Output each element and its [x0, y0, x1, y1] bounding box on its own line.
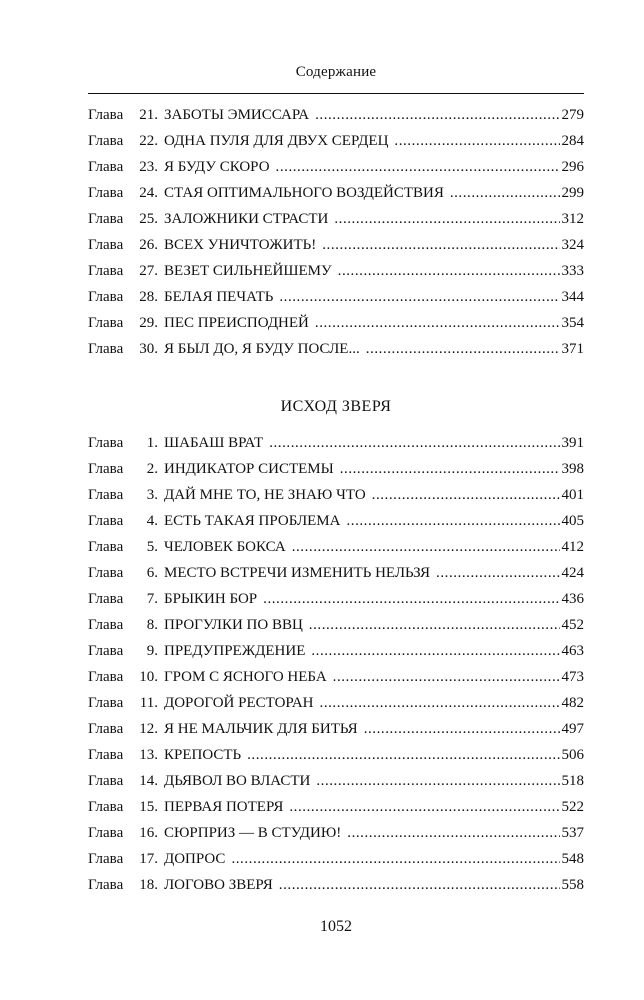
- chapter-page: 405: [561, 513, 584, 529]
- chapter-number-dot: .: [154, 565, 158, 581]
- chapter-word: Глава: [88, 341, 124, 357]
- chapter-title: ШАБАШ ВРАТ: [163, 435, 264, 451]
- chapter-number-dot: .: [154, 133, 158, 149]
- chapter-title: ПЕРВАЯ ПОТЕРЯ: [163, 799, 284, 815]
- dot-leader: [279, 872, 560, 898]
- chapter-title: ВЕЗЕТ СИЛЬНЕЙШЕМУ: [163, 263, 332, 279]
- dot-leader: [315, 310, 560, 336]
- chapter-number: 3: [146, 487, 155, 503]
- toc-list-part-1: [88, 102, 584, 362]
- dot-leader: [292, 534, 560, 560]
- chapter-page: 299: [561, 185, 584, 201]
- chapter-number-dot: .: [154, 107, 158, 123]
- chapter-page: 344: [561, 289, 584, 305]
- toc-entry[interactable]: [88, 154, 584, 180]
- chapter-number-dot: .: [154, 341, 158, 357]
- chapter-title: ЗАЛОЖНИКИ СТРАСТИ: [163, 211, 329, 227]
- chapter-number: 24: [139, 185, 155, 201]
- chapter-number: 11: [139, 695, 155, 711]
- toc-entry[interactable]: [88, 430, 584, 456]
- chapter-word: Глава: [88, 643, 124, 659]
- toc-entry[interactable]: [88, 508, 584, 534]
- chapter-number-dot: .: [154, 877, 158, 893]
- chapter-number: 2: [146, 461, 155, 477]
- chapter-number-dot: .: [154, 461, 158, 477]
- dot-leader: [346, 508, 559, 534]
- chapter-title: СЮРПРИЗ — В СТУДИЮ!: [163, 825, 342, 841]
- dot-leader: [394, 128, 559, 154]
- dot-leader: [309, 612, 560, 638]
- chapter-title: Я БУДУ СКОРО: [163, 159, 270, 175]
- dot-leader: [322, 232, 559, 258]
- chapter-title: ЧЕЛОВЕК БОКСА: [163, 539, 286, 555]
- toc-entry[interactable]: [88, 794, 584, 820]
- chapter-word: Глава: [88, 263, 124, 279]
- chapter-number: 8: [146, 617, 155, 633]
- chapter-title: ОДНА ПУЛЯ ДЛЯ ДВУХ СЕРДЕЦ: [163, 133, 389, 149]
- dot-leader: [263, 586, 559, 612]
- chapter-page: 482: [561, 695, 584, 711]
- toc-entry[interactable]: [88, 102, 584, 128]
- dot-leader: [269, 430, 559, 456]
- running-head: Содержание: [295, 64, 377, 80]
- chapter-number-dot: .: [154, 617, 158, 633]
- dot-leader: [334, 206, 559, 232]
- toc-entry[interactable]: [88, 820, 584, 846]
- chapter-word: Глава: [88, 185, 124, 201]
- dot-leader: [289, 794, 559, 820]
- chapter-number-dot: .: [154, 315, 158, 331]
- dot-leader: [450, 180, 560, 206]
- chapter-word: Глава: [88, 851, 124, 867]
- chapter-title: ЗАБОТЫ ЭМИССАРА: [163, 107, 310, 123]
- chapter-page: 371: [561, 341, 584, 357]
- chapter-page: 391: [561, 435, 584, 451]
- chapter-page: 296: [561, 159, 584, 175]
- chapter-number: 7: [146, 591, 155, 607]
- dot-leader: [320, 690, 560, 716]
- chapter-word: Глава: [88, 435, 124, 451]
- dot-leader: [364, 716, 560, 742]
- chapter-page: 436: [561, 591, 584, 607]
- chapter-word: Глава: [88, 315, 124, 331]
- chapter-number-dot: .: [154, 669, 158, 685]
- chapter-title: ГРОМ С ЯСНОГО НЕБА: [163, 669, 327, 685]
- chapter-number-dot: .: [154, 237, 158, 253]
- toc-entry[interactable]: [88, 586, 584, 612]
- chapter-number-dot: .: [154, 591, 158, 607]
- dot-leader: [247, 742, 559, 768]
- chapter-page: 522: [561, 799, 584, 815]
- chapter-page: 518: [561, 773, 584, 789]
- chapter-title: МЕСТО ВСТРЕЧИ ИЗМЕНИТЬ НЕЛЬЗЯ: [163, 565, 431, 581]
- page-number: 1052: [320, 918, 352, 935]
- chapter-word: Глава: [88, 539, 124, 555]
- chapter-title: ПРОГУЛКИ ПО ВВЦ: [163, 617, 303, 633]
- chapter-page: 537: [561, 825, 584, 841]
- chapter-title: ЛОГОВО ЗВЕРЯ: [163, 877, 273, 893]
- chapter-word: Глава: [88, 461, 124, 477]
- chapter-word: Глава: [88, 721, 124, 737]
- chapter-number: 10: [139, 669, 155, 685]
- chapter-number: 15: [139, 799, 155, 815]
- chapter-page: 324: [561, 237, 584, 253]
- chapter-word: Глава: [88, 565, 124, 581]
- chapter-word: Глава: [88, 669, 124, 685]
- chapter-number: 22: [139, 133, 155, 149]
- chapter-number: 1: [146, 435, 155, 451]
- dot-leader: [276, 154, 560, 180]
- dot-leader: [366, 336, 560, 362]
- chapter-page: 497: [561, 721, 584, 737]
- toc-entry[interactable]: [88, 638, 584, 664]
- chapter-word: Глава: [88, 773, 124, 789]
- chapter-number-dot: .: [154, 185, 158, 201]
- chapter-word: Глава: [88, 877, 124, 893]
- chapter-number-dot: .: [154, 211, 158, 227]
- chapter-page: 463: [561, 643, 584, 659]
- dot-leader: [347, 820, 559, 846]
- toc-entry[interactable]: [88, 284, 584, 310]
- chapter-page: 412: [561, 539, 584, 555]
- chapter-number-dot: .: [154, 159, 158, 175]
- chapter-number-dot: .: [154, 773, 158, 789]
- chapter-word: Глава: [88, 159, 124, 175]
- chapter-number: 9: [146, 643, 155, 659]
- chapter-number-dot: .: [154, 263, 158, 279]
- chapter-title: КРЕПОСТЬ: [163, 747, 242, 763]
- chapter-page: 401: [561, 487, 584, 503]
- toc-entry[interactable]: [88, 180, 584, 206]
- chapter-number: 18: [139, 877, 155, 893]
- header-rule: [88, 93, 584, 94]
- toc-entry[interactable]: [88, 716, 584, 742]
- chapter-number-dot: .: [154, 643, 158, 659]
- toc-entry[interactable]: [88, 664, 584, 690]
- chapter-title: ДЬЯВОЛ ВО ВЛАСТИ: [163, 773, 311, 789]
- chapter-title: ВСЕХ УНИЧТОЖИТЬ!: [163, 237, 317, 253]
- toc-entry[interactable]: [88, 612, 584, 638]
- chapter-number: 16: [139, 825, 155, 841]
- chapter-number: 29: [139, 315, 155, 331]
- chapter-word: Глава: [88, 211, 124, 227]
- chapter-number-dot: .: [154, 487, 158, 503]
- chapter-number: 21: [139, 107, 155, 123]
- chapter-page: 506: [561, 747, 584, 763]
- chapter-number-dot: .: [154, 289, 158, 305]
- chapter-number-dot: .: [154, 513, 158, 529]
- chapter-number-dot: .: [154, 435, 158, 451]
- toc-entry[interactable]: [88, 846, 584, 872]
- chapter-number: 17: [139, 851, 155, 867]
- chapter-page: 473: [561, 669, 584, 685]
- chapter-word: Глава: [88, 107, 124, 123]
- toc-entry[interactable]: [88, 742, 584, 768]
- chapter-word: Глава: [88, 487, 124, 503]
- chapter-number: 30: [139, 341, 155, 357]
- chapter-number: 13: [139, 747, 155, 763]
- dot-leader: [340, 456, 560, 482]
- chapter-word: Глава: [88, 513, 124, 529]
- chapter-word: Глава: [88, 747, 124, 763]
- dot-leader: [231, 846, 559, 872]
- toc-entry[interactable]: [88, 310, 584, 336]
- chapter-number-dot: .: [154, 851, 158, 867]
- chapter-title: ДОПРОС: [163, 851, 226, 867]
- chapter-number-dot: .: [154, 747, 158, 763]
- chapter-title: СТАЯ ОПТИМАЛЬНОГО ВОЗДЕЙСТВИЯ: [163, 185, 444, 201]
- dot-leader: [333, 664, 560, 690]
- chapter-page: 548: [561, 851, 584, 867]
- toc-list-part-2: [88, 430, 584, 898]
- chapter-word: Глава: [88, 825, 124, 841]
- chapter-word: Глава: [88, 617, 124, 633]
- chapter-page: 424: [561, 565, 584, 581]
- toc-entry[interactable]: [88, 258, 584, 284]
- chapter-title: БРЫКИН БОР: [163, 591, 258, 607]
- toc-entry[interactable]: [88, 232, 584, 258]
- chapter-word: Глава: [88, 695, 124, 711]
- chapter-number: 5: [146, 539, 155, 555]
- chapter-page: 284: [561, 133, 584, 149]
- chapter-number-dot: .: [154, 721, 158, 737]
- chapter-page: 333: [561, 263, 584, 279]
- toc-entry[interactable]: [88, 534, 584, 560]
- chapter-word: Глава: [88, 591, 124, 607]
- chapter-number-dot: .: [154, 799, 158, 815]
- section-title: ИСХОД ЗВЕРЯ: [280, 398, 392, 415]
- chapter-number-dot: .: [154, 539, 158, 555]
- chapter-word: Глава: [88, 237, 124, 253]
- toc-entry[interactable]: [88, 560, 584, 586]
- chapter-title: Я БЫЛ ДО, Я БУДУ ПОСЛЕ...: [163, 341, 360, 357]
- toc-entry[interactable]: [88, 206, 584, 232]
- dot-leader: [311, 638, 559, 664]
- chapter-word: Глава: [88, 133, 124, 149]
- chapter-word: Глава: [88, 799, 124, 815]
- toc-entry[interactable]: [88, 456, 584, 482]
- toc-entry[interactable]: [88, 128, 584, 154]
- chapter-number: 6: [146, 565, 155, 581]
- chapter-title: БЕЛАЯ ПЕЧАТЬ: [163, 289, 274, 305]
- toc-entry[interactable]: [88, 482, 584, 508]
- chapter-number-dot: .: [154, 825, 158, 841]
- dot-leader: [338, 258, 560, 284]
- chapter-title: ПЕС ПРЕИСПОДНЕЙ: [163, 315, 309, 331]
- chapter-title: ДАЙ МНЕ ТО, НЕ ЗНАЮ ЧТО: [163, 487, 366, 503]
- chapter-number: 4: [146, 513, 155, 529]
- chapter-page: 354: [561, 315, 584, 331]
- chapter-title: ДОРОГОЙ РЕСТОРАН: [163, 695, 314, 711]
- chapter-number-dot: .: [154, 695, 158, 711]
- chapter-number: 26: [139, 237, 155, 253]
- chapter-word: Глава: [88, 289, 124, 305]
- toc-entry[interactable]: [88, 872, 584, 898]
- toc-entry[interactable]: [88, 336, 584, 362]
- chapter-page: 279: [561, 107, 584, 123]
- dot-leader: [316, 768, 559, 794]
- dot-leader: [372, 482, 560, 508]
- chapter-page: 558: [561, 877, 584, 893]
- dot-leader: [279, 284, 559, 310]
- chapter-number: 27: [139, 263, 155, 279]
- chapter-title: ИНДИКАТОР СИСТЕМЫ: [163, 461, 334, 477]
- chapter-title: ПРЕДУПРЕЖДЕНИЕ: [163, 643, 306, 659]
- chapter-number: 28: [139, 289, 155, 305]
- chapter-title: ЕСТЬ ТАКАЯ ПРОБЛЕМА: [163, 513, 341, 529]
- chapter-title: Я НЕ МАЛЬЧИК ДЛЯ БИТЬЯ: [163, 721, 358, 737]
- chapter-page: 452: [561, 617, 584, 633]
- toc-entry[interactable]: [88, 690, 584, 716]
- chapter-page: 398: [561, 461, 584, 477]
- dot-leader: [315, 102, 559, 128]
- dot-leader: [436, 560, 559, 586]
- chapter-number: 23: [139, 159, 155, 175]
- chapter-number: 25: [139, 211, 155, 227]
- chapter-number: 12: [139, 721, 155, 737]
- chapter-page: 312: [561, 211, 584, 227]
- toc-entry[interactable]: [88, 768, 584, 794]
- chapter-number: 14: [139, 773, 155, 789]
